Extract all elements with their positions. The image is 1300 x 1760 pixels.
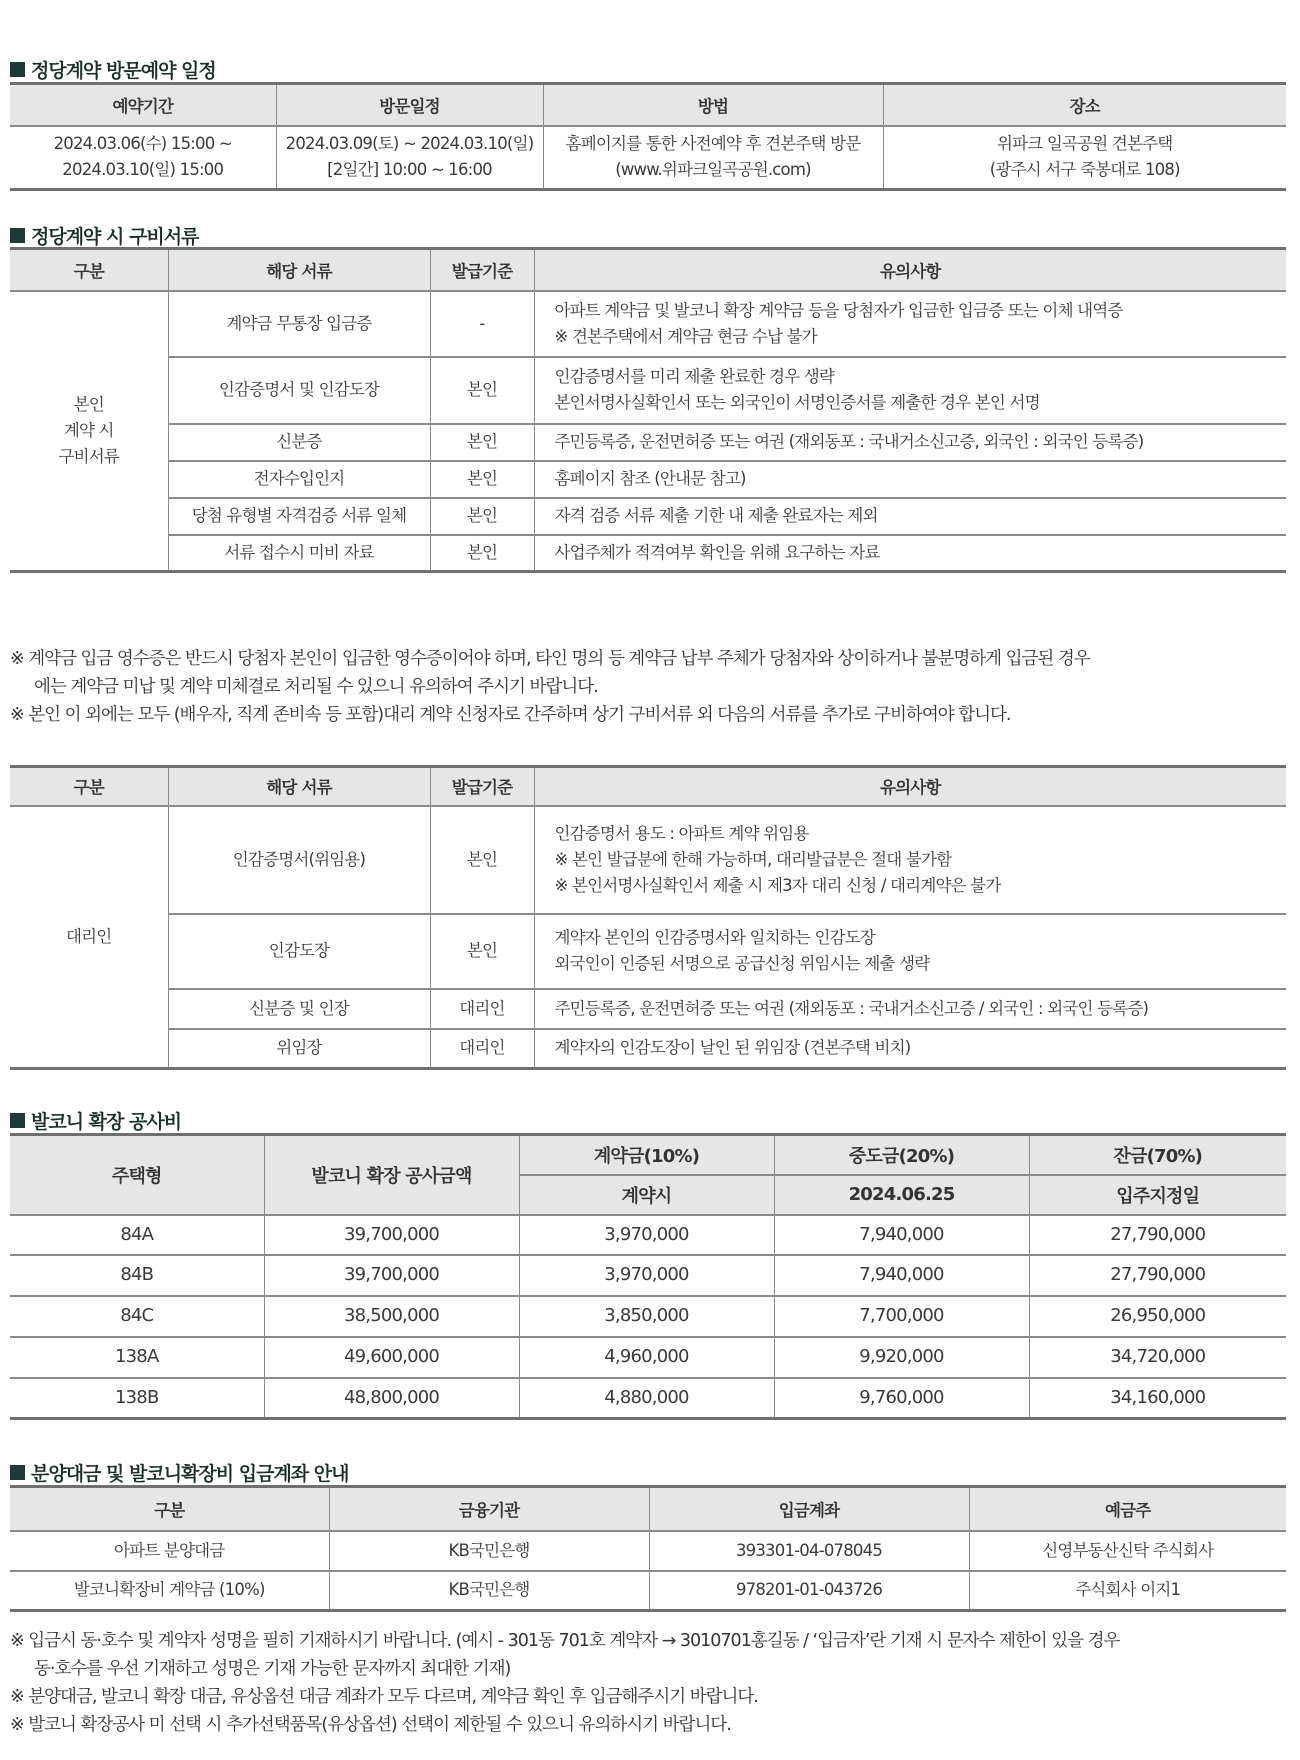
header-issuer: 발급기준 bbox=[430, 767, 534, 806]
header-document: 해당 서류 bbox=[168, 767, 430, 806]
square-bullet-icon bbox=[10, 1113, 25, 1128]
notes-cell: 주민등록증, 운전면허증 또는 여권 (재외동포 : 국내거소신고증 / 외국인 : 외국인 등록증) bbox=[534, 989, 1286, 1029]
header-notes: 유의사항 bbox=[534, 767, 1286, 806]
square-bullet-icon bbox=[10, 228, 25, 243]
amount-cell: 48,800,000 bbox=[264, 1378, 519, 1419]
notes-cell: 사업주체가 적격여부 확인을 위해 요구하는 자료 bbox=[534, 535, 1286, 572]
place-cell: 위파크 일곡공원 견본주택 (광주시 서구 죽봉대로 108) bbox=[883, 126, 1286, 190]
middle-cell: 9,760,000 bbox=[774, 1378, 1029, 1419]
bank-cell: KB국민은행 bbox=[329, 1531, 649, 1571]
header-category: 구분 bbox=[10, 767, 168, 806]
header-balance: 잔금(70%) bbox=[1029, 1135, 1286, 1175]
header-place: 장소 bbox=[883, 84, 1286, 126]
account-number: 978201-01-043726 bbox=[649, 1571, 969, 1611]
footnote: ※ 입금시 동·호수 및 계약자 성명을 필히 기재하시기 바랍니다. (예시 - 301동 701호 계약자 → 3010701홍길동 / ‘입금자’란 기재 시 문자수 제한이 있을 경우 동·호수를 우선 기재하고 성명은 기재 가능한 문자까지 최대한 기재) bbox=[10, 1631, 1120, 1679]
balance-cell: 27,790,000 bbox=[1029, 1255, 1286, 1296]
deposit-cell: 3,850,000 bbox=[519, 1296, 774, 1337]
section-title-required-docs: 정당계약 시 구비서류 bbox=[10, 222, 198, 249]
deposit-cell: 4,960,000 bbox=[519, 1337, 774, 1378]
doc-cell: 인감증명서 및 인감도장 bbox=[168, 357, 430, 424]
notes-cell: 주민등록증, 운전면허증 또는 여권 (재외동포 : 국내거소신고증, 외국인 : 외국인 등록증) bbox=[534, 424, 1286, 461]
balcony-cost-table bbox=[10, 1133, 1286, 1420]
issuer-cell: 본인 bbox=[430, 806, 534, 914]
amount-cell: 49,600,000 bbox=[264, 1337, 519, 1378]
table-row bbox=[10, 1531, 1286, 1571]
table-row bbox=[10, 1215, 1286, 1255]
doc-cell: 전자수입인지 bbox=[168, 461, 430, 498]
header-deposit: 계약금(10%) bbox=[519, 1135, 774, 1175]
middle-cell: 7,940,000 bbox=[774, 1215, 1029, 1255]
header-category: 구분 bbox=[10, 1487, 329, 1531]
proxy-docs-table bbox=[10, 765, 1286, 1070]
header-holder: 예금주 bbox=[969, 1487, 1286, 1531]
table-row bbox=[10, 357, 1286, 424]
type-cell: 138A bbox=[10, 1337, 264, 1378]
table-row bbox=[10, 1378, 1286, 1419]
holder-cell: 주식회사 이지1 bbox=[969, 1571, 1286, 1611]
doc-cell: 인감증명서(위임용) bbox=[168, 806, 430, 914]
notes-cell: 자격 검증 서류 제출 기한 내 제출 완료자는 제외 bbox=[534, 498, 1286, 535]
notes-cell: 계약자 본인의 인감증명서와 일치하는 인감도장 외국인이 인증된 서명으로 공급신청 위임시는 제출 생략 bbox=[534, 914, 1286, 989]
table-row bbox=[10, 291, 1286, 357]
table-row bbox=[10, 989, 1286, 1029]
required-docs-table bbox=[10, 247, 1286, 573]
header-type: 주택형 bbox=[10, 1135, 264, 1215]
footnote: ※ 발코니 확장공사 미 선택 시 추가선택품목(유상옵션) 선택이 제한될 수 있으니 유의하시기 바랍니다. bbox=[10, 1715, 731, 1735]
table-row bbox=[10, 1337, 1286, 1378]
issuer-cell: 대리인 bbox=[430, 1029, 534, 1069]
balance-cell: 26,950,000 bbox=[1029, 1296, 1286, 1337]
holder-cell: 신영부동산신탁 주식회사 bbox=[969, 1531, 1286, 1571]
table-row bbox=[10, 126, 1286, 190]
table-row bbox=[10, 424, 1286, 461]
header-middle: 중도금(20%) bbox=[774, 1135, 1029, 1175]
deposit-cell: 4,880,000 bbox=[519, 1378, 774, 1419]
footnote: ※ 본인 이 외에는 모두 (배우자, 직계 존비속 등 포함)대리 계약 신청자로 간주하며 상기 구비서류 외 다음의 서류를 추가로 구비하여야 합니다. bbox=[10, 705, 1011, 725]
header-balance-when: 입주지정일 bbox=[1029, 1175, 1286, 1215]
account-number: 393301-04-078045 bbox=[649, 1531, 969, 1571]
issuer-cell: 본인 bbox=[430, 424, 534, 461]
issuer-cell: 본인 bbox=[430, 535, 534, 572]
accounts-table bbox=[10, 1485, 1286, 1612]
issuer-cell: 본인 bbox=[430, 498, 534, 535]
doc-cell: 계약금 무통장 입금증 bbox=[168, 291, 430, 357]
amount-cell: 38,500,000 bbox=[264, 1296, 519, 1337]
footnote: ※ 계약금 입금 영수증은 반드시 당첨자 본인이 입금한 영수증이어야 하며, 타인 명의 등 계약금 납부 주체가 당첨자와 상이하거나 불분명하게 입금된 경우 에는 계약금 미납 및 계약 미체결로 처리될 수 있으니 유의하여 주시기 바랍니다. bbox=[10, 649, 1090, 697]
visit-cell: 2024.03.09(토) ~ 2024.03.10(일) [2일간] 10:00 ~ 16:00 bbox=[276, 126, 543, 190]
header-account: 입금계좌 bbox=[649, 1487, 969, 1531]
doc-cell: 당첨 유형별 자격검증 서류 일체 bbox=[168, 498, 430, 535]
group-label-proxy: 대리인 bbox=[10, 806, 168, 1069]
header-notes: 유의사항 bbox=[534, 249, 1286, 291]
period-cell: 2024.03.06(수) 15:00 ~ 2024.03.10(일) 15:00 bbox=[10, 126, 276, 190]
table-row bbox=[10, 1029, 1286, 1069]
method-cell: 홈페이지를 통한 사전예약 후 견본주택 방문 (www.위파크일곡공원.com) bbox=[543, 126, 883, 190]
table-row bbox=[10, 461, 1286, 498]
header-category: 구분 bbox=[10, 249, 168, 291]
section-title-accounts: 분양대금 및 발코니확장비 입금계좌 안내 bbox=[10, 1459, 348, 1486]
header-visit: 방문일정 bbox=[276, 84, 543, 126]
table-row bbox=[10, 498, 1286, 535]
type-cell: 84C bbox=[10, 1296, 264, 1337]
required-docs-footnotes bbox=[10, 645, 1290, 729]
group-label-self: 본인 계약 시 구비서류 bbox=[10, 291, 168, 572]
bank-cell: KB국민은행 bbox=[329, 1571, 649, 1611]
category-cell: 발코니확장비 계약금 (10%) bbox=[10, 1571, 329, 1611]
issuer-cell: 본인 bbox=[430, 357, 534, 424]
notes-cell: 홈페이지 참조 (안내문 참고) bbox=[534, 461, 1286, 498]
type-cell: 138B bbox=[10, 1378, 264, 1419]
homepage-link[interactable]: (www.위파크일곡공원.com) bbox=[615, 160, 811, 180]
issuer-cell: 본인 bbox=[430, 914, 534, 989]
doc-cell: 신분증 및 인장 bbox=[168, 989, 430, 1029]
table-row bbox=[10, 914, 1286, 989]
table-row bbox=[10, 1255, 1286, 1296]
notes-cell: 계약자의 인감도장이 날인 된 위임장 (견본주택 비치) bbox=[534, 1029, 1286, 1069]
doc-cell: 신분증 bbox=[168, 424, 430, 461]
header-issuer: 발급기준 bbox=[430, 249, 534, 291]
notes-cell: 아파트 계약금 및 발코니 확장 계약금 등을 당첨자가 입금한 입금증 또는 이체 내역증 ※ 견본주택에서 계약금 현금 수납 불가 bbox=[534, 291, 1286, 357]
header-method: 방법 bbox=[543, 84, 883, 126]
table-row bbox=[10, 1571, 1286, 1611]
deposit-cell: 3,970,000 bbox=[519, 1215, 774, 1255]
amount-cell: 39,700,000 bbox=[264, 1215, 519, 1255]
accounts-footnotes bbox=[10, 1627, 1290, 1739]
header-amount: 발코니 확장 공사금액 bbox=[264, 1135, 519, 1215]
footnote: ※ 분양대금, 발코니 확장 대금, 유상옵션 대금 계좌가 모두 다르며, 계약금 확인 후 입금해주시기 바랍니다. bbox=[10, 1687, 758, 1707]
issuer-cell: 대리인 bbox=[430, 989, 534, 1029]
doc-cell: 인감도장 bbox=[168, 914, 430, 989]
notes-cell: 인감증명서를 미리 제출 완료한 경우 생략 본인서명사실확인서 또는 외국인이 서명인증서를 제출한 경우 본인 서명 bbox=[534, 357, 1286, 424]
doc-cell: 위임장 bbox=[168, 1029, 430, 1069]
visit-schedule-table bbox=[10, 82, 1286, 191]
amount-cell: 39,700,000 bbox=[264, 1255, 519, 1296]
table-row bbox=[10, 806, 1286, 914]
table-row bbox=[10, 535, 1286, 572]
middle-cell: 7,940,000 bbox=[774, 1255, 1029, 1296]
balance-cell: 34,720,000 bbox=[1029, 1337, 1286, 1378]
doc-cell: 서류 접수시 미비 자료 bbox=[168, 535, 430, 572]
middle-cell: 9,920,000 bbox=[774, 1337, 1029, 1378]
section-title-balcony: 발코니 확장 공사비 bbox=[10, 1107, 181, 1134]
balance-cell: 27,790,000 bbox=[1029, 1215, 1286, 1255]
type-cell: 84A bbox=[10, 1215, 264, 1255]
header-deposit-when: 계약시 bbox=[519, 1175, 774, 1215]
header-bank: 금융기관 bbox=[329, 1487, 649, 1531]
notes-cell: 인감증명서 용도 : 아파트 계약 위임용 ※ 본인 발급분에 한해 가능하며, 대리발급분은 절대 불가함 ※ 본인서명사실확인서 제출 시 제3자 대리 신청 / 대리계약은 불가 bbox=[534, 806, 1286, 914]
header-middle-when: 2024.06.25 bbox=[774, 1175, 1029, 1215]
section-title-visit-schedule: 정당계약 방문예약 일정 bbox=[10, 56, 216, 83]
category-cell: 아파트 분양대금 bbox=[10, 1531, 329, 1571]
header-document: 해당 서류 bbox=[168, 249, 430, 291]
type-cell: 84B bbox=[10, 1255, 264, 1296]
header-period: 예약기간 bbox=[10, 84, 276, 126]
square-bullet-icon bbox=[10, 62, 25, 77]
square-bullet-icon bbox=[10, 1465, 25, 1480]
issuer-cell: - bbox=[430, 291, 534, 357]
deposit-cell: 3,970,000 bbox=[519, 1255, 774, 1296]
balance-cell: 34,160,000 bbox=[1029, 1378, 1286, 1419]
middle-cell: 7,700,000 bbox=[774, 1296, 1029, 1337]
issuer-cell: 본인 bbox=[430, 461, 534, 498]
table-row bbox=[10, 1296, 1286, 1337]
